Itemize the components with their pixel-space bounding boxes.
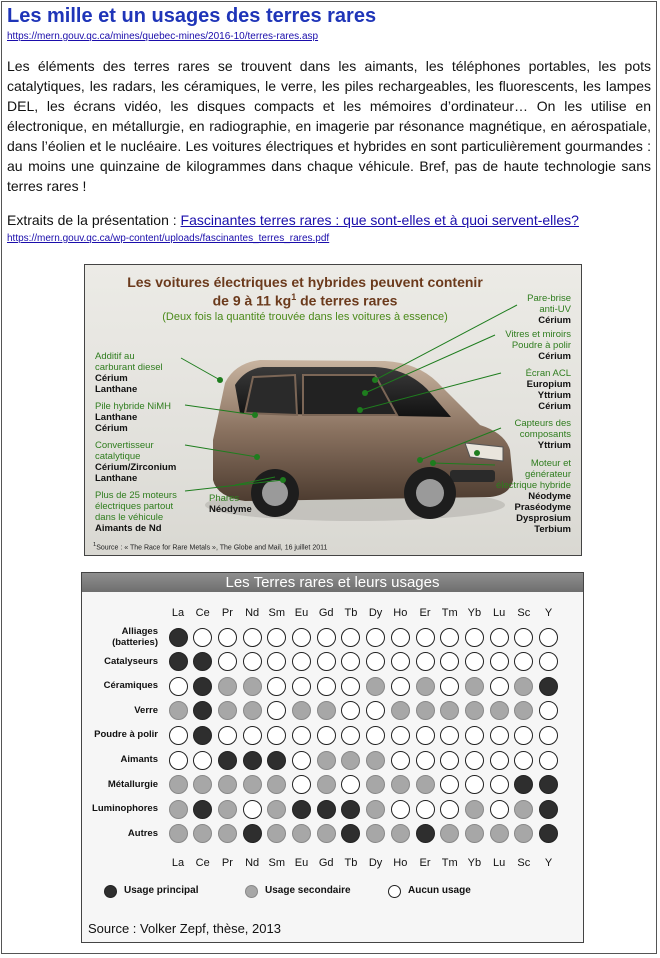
usage-dot <box>169 775 188 794</box>
usage-dot <box>317 751 336 770</box>
usage-dot <box>243 800 262 819</box>
usage-dot <box>391 800 410 819</box>
row-label: Poudre à polir <box>94 729 158 741</box>
header-top-y: Y <box>544 607 553 619</box>
usage-dot <box>193 775 212 794</box>
usage-dot <box>465 701 484 720</box>
source-url-link[interactable]: https://mern.gouv.qc.ca/mines/quebec-mines/2016-10/terres-rares.asp <box>7 31 319 42</box>
usage-dot <box>169 824 188 843</box>
usage-dot <box>243 726 262 745</box>
usage-dot <box>292 751 311 770</box>
usage-dot <box>514 726 533 745</box>
header-top-pr: Pr <box>221 607 233 619</box>
usage-dot <box>416 677 435 696</box>
usage-dot <box>514 677 533 696</box>
usage-dot <box>465 726 484 745</box>
usage-dot <box>218 701 237 720</box>
header-top-sm: Sm <box>268 607 286 619</box>
usage-dot <box>169 652 188 671</box>
usage-dot <box>465 775 484 794</box>
usage-dot <box>366 800 385 819</box>
header-bottom-pr: Pr <box>221 857 233 869</box>
header-bottom-dy: Dy <box>368 857 383 869</box>
usage-dot <box>267 652 286 671</box>
usage-dot <box>539 652 558 671</box>
usage-dot <box>317 628 336 647</box>
usage-dot <box>341 677 360 696</box>
usage-dot <box>292 824 311 843</box>
car-title-line1: Les voitures électriques et hybrides peuvent contenir <box>127 274 483 290</box>
header-top-dy: Dy <box>368 607 383 619</box>
usage-dot <box>341 800 360 819</box>
usage-dot <box>440 652 459 671</box>
header-top-er: Er <box>419 607 431 619</box>
car-subtitle: (Deux fois la quantité trouvée dans les voitures à essence) <box>162 311 448 323</box>
header-bottom-tb: Tb <box>344 857 358 869</box>
usage-dot <box>514 701 533 720</box>
usage-dot <box>539 726 558 745</box>
usage-dot <box>267 800 286 819</box>
header-top-ce: Ce <box>195 607 210 619</box>
usage-dot <box>391 701 410 720</box>
usage-dot <box>292 677 311 696</box>
usage-dot <box>267 677 286 696</box>
usage-dot <box>218 824 237 843</box>
usage-dot <box>440 701 459 720</box>
pdf-url-link[interactable]: https://mern.gouv.qc.ca/wp-content/uploads/fascinantes_terres_rares.pdf <box>7 233 330 244</box>
usage-dot <box>490 800 509 819</box>
usage-dot <box>539 677 558 696</box>
usage-dot <box>539 824 558 843</box>
usage-dot <box>193 751 212 770</box>
usage-dot <box>341 775 360 794</box>
usage-dot <box>292 775 311 794</box>
usage-dot <box>317 726 336 745</box>
usage-dot <box>218 800 237 819</box>
usage-dot <box>391 628 410 647</box>
usage-dot <box>169 628 188 647</box>
usage-dot <box>292 701 311 720</box>
row-label: Aimants <box>120 754 158 765</box>
usage-dot <box>391 775 410 794</box>
usage-dot <box>440 677 459 696</box>
usage-dot <box>317 800 336 819</box>
header-top-sc: Sc <box>517 607 531 619</box>
document-page <box>1 1 657 954</box>
usage-dot <box>341 628 360 647</box>
header-top-tm: Tm <box>441 607 458 619</box>
usage-dot <box>416 652 435 671</box>
page-title: Les mille et un usages des terres rares <box>7 5 377 27</box>
usage-dot <box>440 751 459 770</box>
legend-label: Aucun usage <box>408 885 471 896</box>
header-top-tb: Tb <box>344 607 358 619</box>
row-label: Alliages (batteries) <box>112 626 158 648</box>
usage-dot <box>317 824 336 843</box>
usage-dot <box>366 652 385 671</box>
usage-dot <box>465 824 484 843</box>
legend-dot-s <box>245 885 258 898</box>
usage-dot <box>440 726 459 745</box>
row-label: Autres <box>127 827 158 839</box>
header-bottom-eu: Eu <box>294 857 309 869</box>
header-bottom-sc: Sc <box>517 857 531 869</box>
table-title: Les Terres rares et leurs usages <box>82 573 583 592</box>
usage-dot <box>514 800 533 819</box>
usage-dot <box>267 751 286 770</box>
label-parebrise: Pare-brise anti-UV Cérium <box>527 293 571 326</box>
row-label: Céramiques <box>103 680 158 692</box>
usage-dot <box>193 701 212 720</box>
usage-dot <box>391 824 410 843</box>
header-top-nd: Nd <box>245 607 260 619</box>
header-bottom-yb: Yb <box>467 857 482 869</box>
usage-dot <box>490 628 509 647</box>
header-bottom-lu: Lu <box>492 857 506 869</box>
usage-dot <box>465 677 484 696</box>
usage-dot <box>267 701 286 720</box>
usage-dot <box>366 701 385 720</box>
row-label: Verre <box>134 704 158 716</box>
usage-dot <box>440 824 459 843</box>
usage-dot <box>440 628 459 647</box>
extract-prefix: Extraits de la présentation : <box>7 212 181 228</box>
usage-dot <box>366 775 385 794</box>
label-moteur: Moteur et générateur électrique hybride Néodyme Praséodyme Dysprosium Terbium <box>496 458 571 535</box>
usage-dot <box>514 652 533 671</box>
usage-dot <box>539 800 558 819</box>
presentation-link[interactable]: Fascinantes terres rares : que sont-elles et à quoi servent-elles? <box>180 212 579 228</box>
usage-dot <box>243 628 262 647</box>
usage-dot <box>416 751 435 770</box>
legend-dot-p <box>104 885 117 898</box>
usage-dot <box>341 652 360 671</box>
usage-dot <box>539 628 558 647</box>
usage-dot <box>416 726 435 745</box>
usage-dot <box>366 751 385 770</box>
usage-dot <box>391 751 410 770</box>
usage-dot <box>465 652 484 671</box>
usage-dot <box>416 628 435 647</box>
label-vitres: Vitres et miroirs Poudre à polir Cérium <box>505 329 571 362</box>
usage-dot <box>169 751 188 770</box>
usage-dot <box>218 652 237 671</box>
header-bottom-ce: Ce <box>195 857 210 869</box>
header-top-yb: Yb <box>467 607 482 619</box>
usage-dot <box>416 775 435 794</box>
usage-dot <box>317 652 336 671</box>
usage-dot <box>490 751 509 770</box>
usage-dot <box>391 677 410 696</box>
usage-dot <box>514 824 533 843</box>
usage-dot <box>193 677 212 696</box>
label-pile: Pile hybride NiMH Lanthane Cérium <box>95 401 172 434</box>
usage-dot <box>317 701 336 720</box>
header-top-la: La <box>171 607 185 619</box>
usage-dot <box>490 775 509 794</box>
label-convertisseur: Convertisseur catalytique Cérium/Zirconium Lanthane <box>95 440 177 484</box>
intro-paragraph: Les éléments des terres rares se trouvent dans les aimants, les téléphones portables, les pots catalytiques, les radars, les céramiques, le verre, les piles rechargeables, les fluorescents, les lampes DEL, les écrans vidéo, les disques compacts et les mémoires d’ordinateur… On les utilise en électronique, en métallurgie, en radiographie, en imagerie par résonance magnétique, en aérospatiale, dans l’éolien et le nucléaire. Les voitures électriques et hybrides en sont particulièrement gourmandes : au moins une quinzaine de kilogrammes dans chaque véhicule. Bref, pas de haute technologie sans terres rares ! <box>7 58 651 194</box>
usage-dot <box>169 726 188 745</box>
usage-dot <box>341 701 360 720</box>
usage-dot <box>243 751 262 770</box>
usage-dot <box>218 775 237 794</box>
legend-label: Usage secondaire <box>265 885 351 896</box>
usage-dot <box>539 751 558 770</box>
usage-dot <box>218 677 237 696</box>
usage-dot <box>193 800 212 819</box>
usage-dot <box>243 824 262 843</box>
usage-dot <box>514 775 533 794</box>
row-label: Luminophores <box>92 803 158 815</box>
usage-dot <box>267 824 286 843</box>
usage-dot <box>366 824 385 843</box>
usage-dot <box>465 751 484 770</box>
extract-line <box>7 212 579 228</box>
header-bottom-tm: Tm <box>441 857 458 869</box>
usage-dot <box>490 677 509 696</box>
usage-dot <box>193 726 212 745</box>
row-label: Catalyseurs <box>104 655 158 667</box>
usage-dot <box>539 775 558 794</box>
usage-dot <box>416 701 435 720</box>
label-phares: Phares Néodyme <box>209 493 252 515</box>
usage-dot <box>366 726 385 745</box>
label-ecran: Écran ACL Europium Yttrium Cérium <box>525 368 571 412</box>
usage-dot <box>218 628 237 647</box>
usage-dot <box>267 628 286 647</box>
legend-label: Usage principal <box>124 885 199 896</box>
usage-dot <box>317 677 336 696</box>
usage-dot <box>514 628 533 647</box>
header-bottom-gd: Gd <box>318 857 334 869</box>
usage-dot <box>169 677 188 696</box>
header-bottom-nd: Nd <box>245 857 260 869</box>
usage-dot <box>366 628 385 647</box>
usage-dot <box>218 726 237 745</box>
usage-dot <box>267 726 286 745</box>
car-title-line2: de 9 à 11 $kg^1$ de terres rares <box>212 292 398 309</box>
usage-dot <box>490 824 509 843</box>
usage-dot <box>267 775 286 794</box>
usage-dot <box>416 800 435 819</box>
usage-dot <box>292 726 311 745</box>
header-bottom-y: Y <box>544 857 553 869</box>
usage-dot <box>465 628 484 647</box>
usage-dot <box>243 701 262 720</box>
row-label: Métallurgie <box>107 778 158 790</box>
label-moteurs: Plus de 25 moteurs électriques partout dans le véhicule Aimants de Nd <box>95 490 177 534</box>
usage-table <box>81 572 584 943</box>
usage-dot <box>341 751 360 770</box>
usage-dot <box>366 677 385 696</box>
label-additif: Additif au carburant diesel Cérium Lanthane <box>95 351 163 395</box>
usage-dot <box>218 751 237 770</box>
usage-dot <box>292 652 311 671</box>
header-bottom-er: Er <box>419 857 431 869</box>
header-top-ho: Ho <box>393 607 408 619</box>
header-top-gd: Gd <box>318 607 334 619</box>
table-source: Source : Volker Zepf, thèse, 2013 <box>88 921 281 936</box>
header-top-eu: Eu <box>294 607 309 619</box>
car-source: $^1$Source : « The Race for Rare Metals », The Globe and Mail, 16 juillet 2011 <box>93 541 328 551</box>
usage-dot <box>341 824 360 843</box>
usage-dot <box>465 800 484 819</box>
usage-dot <box>193 824 212 843</box>
usage-dot <box>193 652 212 671</box>
header-bottom-la: La <box>171 857 185 869</box>
car-infographic <box>84 264 582 556</box>
usage-dot <box>243 775 262 794</box>
usage-dot <box>416 824 435 843</box>
label-capteurs: Capteurs des composants Yttrium <box>514 418 571 451</box>
usage-dot <box>490 701 509 720</box>
header-bottom-ho: Ho <box>393 857 408 869</box>
usage-dot <box>317 775 336 794</box>
usage-dot <box>341 726 360 745</box>
usage-dot <box>490 652 509 671</box>
usage-dot <box>440 775 459 794</box>
usage-dot <box>169 701 188 720</box>
usage-dot <box>391 726 410 745</box>
usage-dot <box>391 652 410 671</box>
usage-dot <box>243 677 262 696</box>
usage-dot <box>243 652 262 671</box>
usage-dot <box>539 701 558 720</box>
usage-dot <box>514 751 533 770</box>
legend-dot-n <box>388 885 401 898</box>
usage-dot <box>169 800 188 819</box>
header-top-lu: Lu <box>492 607 506 619</box>
header-bottom-sm: Sm <box>268 857 286 869</box>
usage-dot <box>490 726 509 745</box>
usage-dot <box>440 800 459 819</box>
usage-dot <box>292 628 311 647</box>
usage-dot <box>292 800 311 819</box>
usage-dot <box>193 628 212 647</box>
